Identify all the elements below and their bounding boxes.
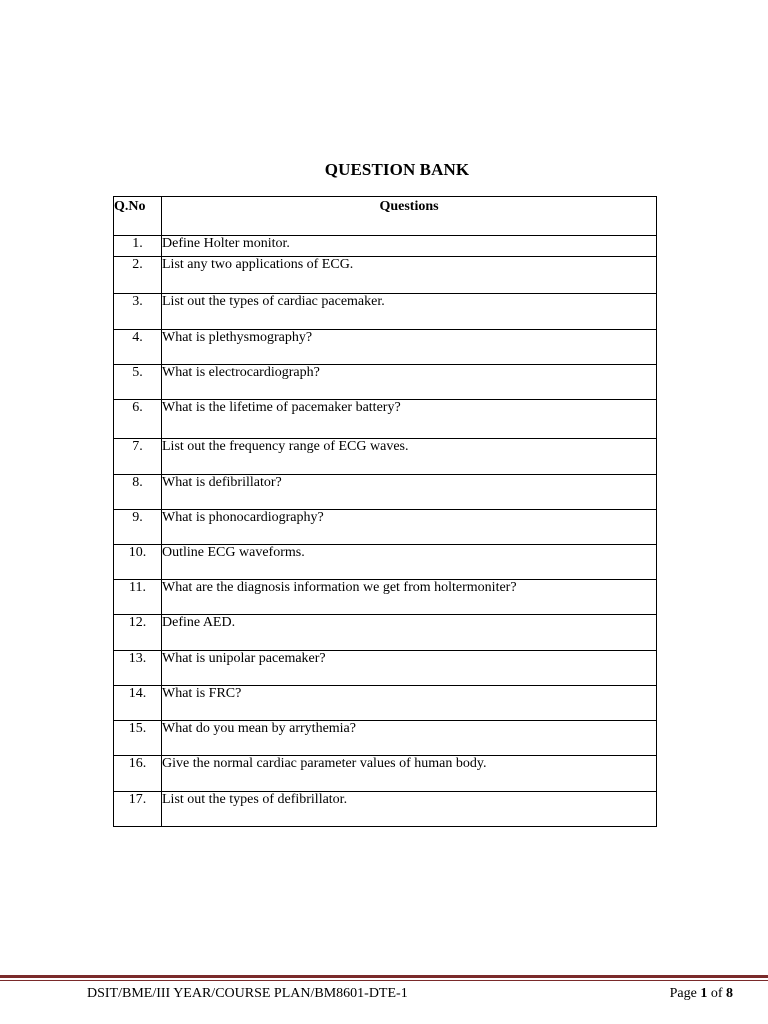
table-row [114, 257, 657, 294]
table-row [114, 400, 657, 439]
question-text: What do you mean by arrythemia? [162, 721, 657, 756]
question-text: Define AED. [162, 615, 657, 651]
table-row [114, 330, 657, 365]
question-text: List out the types of cardiac pacemaker. [162, 294, 657, 330]
question-text: What is electrocardiograph? [162, 365, 657, 400]
question-text: What is unipolar pacemaker? [162, 651, 657, 686]
question-number: 9. [114, 510, 162, 545]
question-number: 2. [114, 257, 162, 294]
table-row [114, 756, 657, 792]
question-text: Give the normal cardiac parameter values of human body. [162, 756, 657, 792]
page-title: QUESTION BANK [324, 160, 470, 179]
table-row [114, 439, 657, 475]
question-text: Define Holter monitor. [162, 236, 657, 257]
table-row [114, 792, 657, 827]
table-row [114, 721, 657, 756]
question-text: List out the types of defibrillator. [162, 792, 657, 827]
footer-page-total: 8 [726, 986, 733, 1001]
question-number: 4. [114, 330, 162, 365]
question-number: 8. [114, 475, 162, 510]
question-number: 7. [114, 439, 162, 475]
question-number: 15. [114, 721, 162, 756]
question-text: What is phonocardiography? [162, 510, 657, 545]
table-row [114, 365, 657, 400]
question-rows [114, 236, 657, 827]
table-row [114, 580, 657, 615]
table-row [114, 615, 657, 651]
table-row [114, 686, 657, 721]
table-row [114, 236, 657, 257]
table-row [114, 651, 657, 686]
question-table [113, 196, 657, 827]
table-row [114, 294, 657, 330]
question-text: What is defibrillator? [162, 475, 657, 510]
question-text: What are the diagnosis information we get from holtermoniter? [162, 580, 657, 615]
question-text: What is plethysmography? [162, 330, 657, 365]
question-number: 14. [114, 686, 162, 721]
footer-page-current: 1 [700, 986, 708, 1001]
footer-course-code: DSIT/BME/III YEAR/COURSE PLAN/BM8601-DTE-1 [87, 986, 408, 1001]
question-text: Outline ECG waveforms. [162, 545, 657, 580]
question-number: 17. [114, 792, 162, 827]
table-row [114, 510, 657, 545]
question-number: 12. [114, 615, 162, 651]
question-text: What is the lifetime of pacemaker battery? [162, 400, 657, 439]
table-header-row [114, 197, 657, 236]
question-text: List any two applications of ECG. [162, 257, 657, 294]
question-text: List out the frequency range of ECG waves. [162, 439, 657, 475]
question-number: 11. [114, 580, 162, 615]
footer-rule [0, 975, 768, 978]
question-number: 13. [114, 651, 162, 686]
question-number: 16. [114, 756, 162, 792]
footer-page-word: Page [669, 986, 697, 1001]
question-number: 10. [114, 545, 162, 580]
header-qno: Q.No [114, 197, 162, 236]
footer-page-number [670, 986, 733, 1002]
question-number: 3. [114, 294, 162, 330]
footer-rule-thin [0, 980, 768, 981]
header-questions: Questions [162, 197, 657, 236]
table-row [114, 475, 657, 510]
question-number: 6. [114, 400, 162, 439]
question-number: 1. [114, 236, 162, 257]
footer-of-word: of [710, 986, 723, 1001]
question-text: What is FRC? [162, 686, 657, 721]
question-number: 5. [114, 365, 162, 400]
table-row [114, 545, 657, 580]
